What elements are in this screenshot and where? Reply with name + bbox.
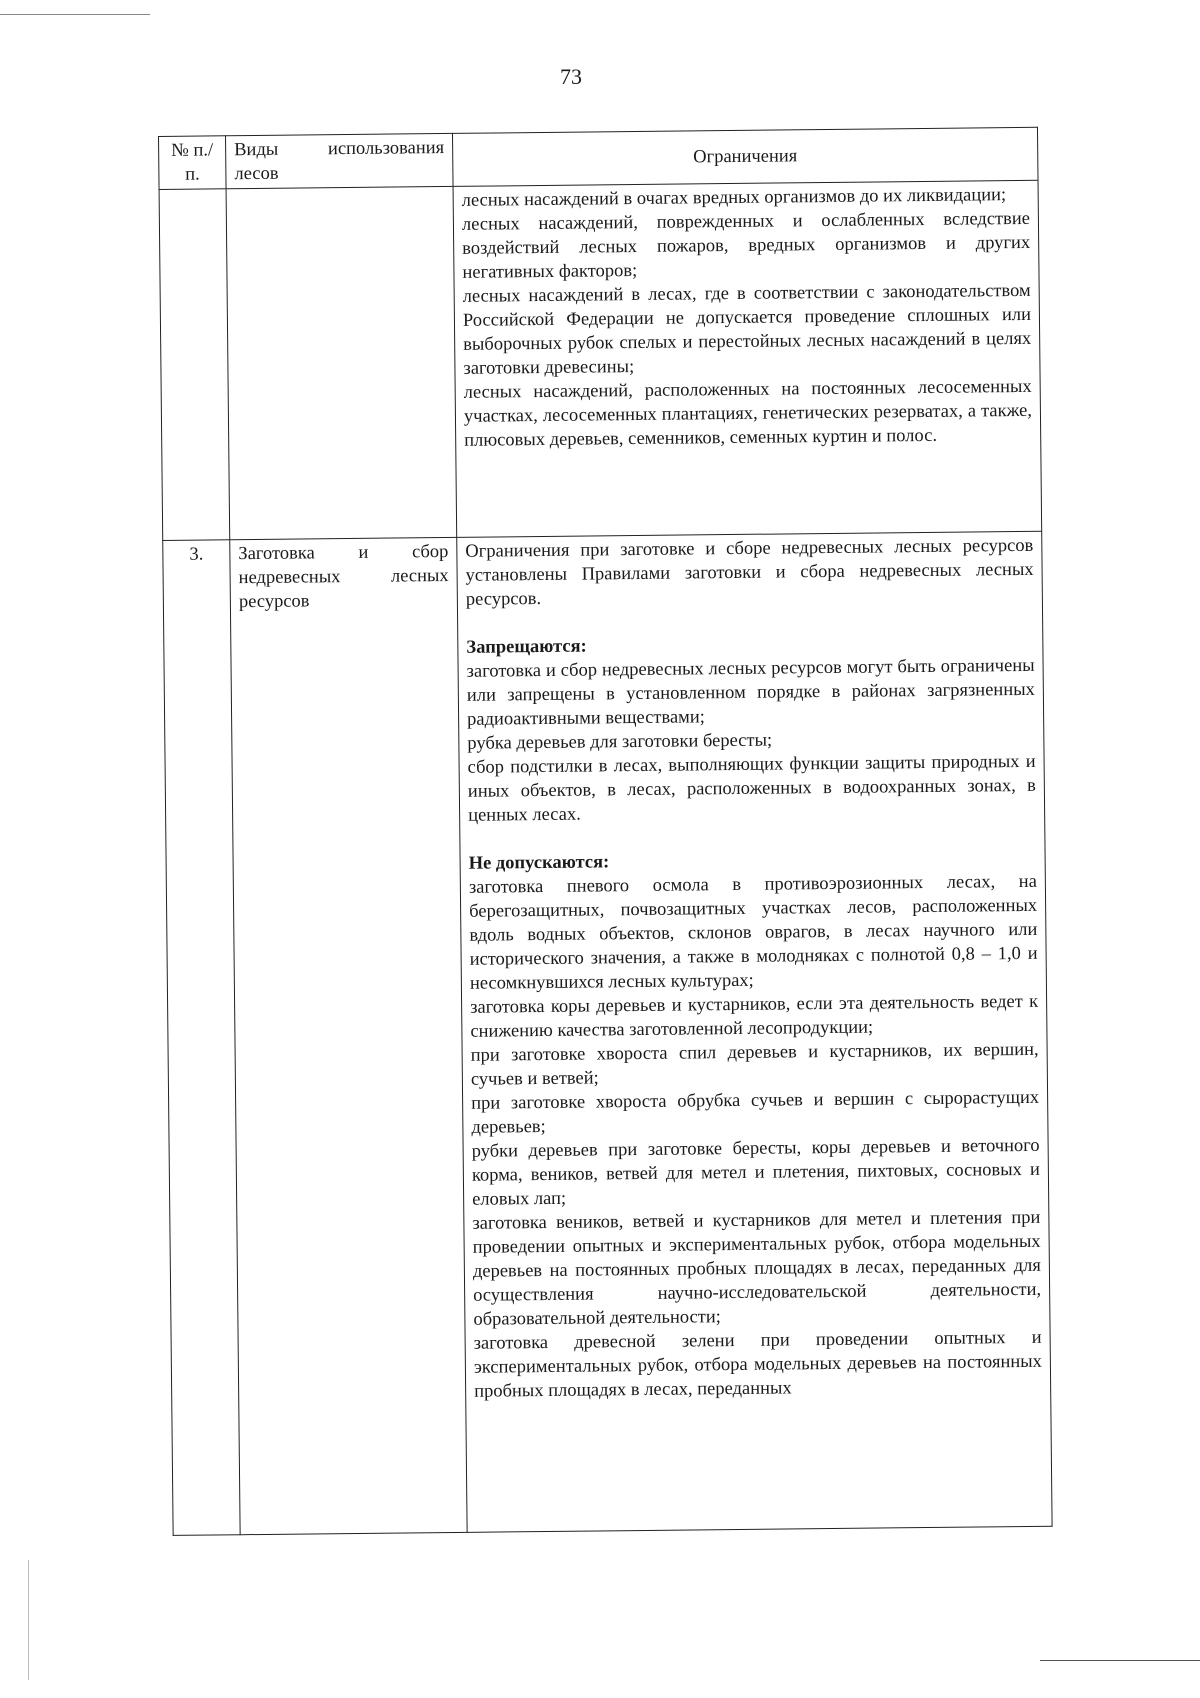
type-line: Заготовка и сбор [238,541,449,565]
type-line: недревесных лесных [238,565,449,589]
cell-type-continued [226,186,457,539]
cell-type-3 [230,537,467,1534]
cell-num-3: 3. [163,540,240,1536]
table-row-3 [163,531,1052,1535]
header-num: № п./п. [159,136,227,190]
header-type [226,133,454,188]
not-allowed-heading: Не допускаются: [468,852,610,874]
not-allowed-item: заготовка древесной зелени при проведении опытных и экспериментальных рубок, отбора модельных деревьев на постоянных пробных площадях в лесах, переданных [473,1327,1042,1402]
table-header-row [159,127,1039,189]
header-type-line2: лесов [234,163,279,185]
limit-item: лесных насаждений в лесах, где в соответствии с законодательством Российской Федерации не допускается проведение сплошных или выборочных рубок спелых и перестойных лесных насаждений в целях заготовки древесины; [462,280,1032,379]
table-row-continued [159,180,1042,540]
not-allowed-item: при заготовке хвороста обрубка сучьев и вершин с сырорастущих деревьев; [471,1087,1040,1138]
cell-limits-3 [457,531,1052,1532]
not-allowed-item: заготовка веников, ветвей и кустарников для метел и плетения при проведении опытных и экспериментальных рубок, отбора модельных деревьев на постоянных пробных площадях в лесах, переданных для осуществления научно-исследовательской деятельности, образовательной деятельности; [472,1207,1042,1330]
not-allowed-item: заготовка коры деревьев и кустарников, если эта деятельность ведет к снижению качества заготовленной лесопродукции; [470,991,1039,1042]
header-limits: Ограничения [452,127,1038,186]
limit-item: лесных насаждений, поврежденных и ослабленных вследствие воздействий лесных пожаров, вредных организмов и других негативных факторов; [461,208,1031,283]
scan-artifact-top [0,14,150,15]
header-type-line1: Виды использования [234,138,445,161]
restrictions-table [158,127,1053,1536]
prohibited-item: заготовка и сбор недревесных лесных ресурсов могут быть ограничены или запрещены в установленном порядке в районах загрязненных радиоактивными веществами; [466,655,1035,730]
prohibited-item: сбор подстилки в лесах, выполняющих функции защиты природных и иных объектов, в лесах, расположенных в водоохранных зонах, в ценных лесах. [467,751,1036,826]
not-allowed-item: рубки деревьев при заготовке бересты, коры деревьев и веточного корма, веников, ветвей для метел и плетения, пихтовых, сосновых и еловых лап; [471,1135,1040,1210]
limit-item: лесных насаждений, расположенных на постоянных лесосеменных участках, лесосеменных плантациях, генетических резерватах, а также, плюсовых деревьев, семенников, семенных куртин и полос. [463,376,1033,451]
not-allowed-item: при заготовке хвороста спил деревьев и кустарников, их вершин, сучьев и ветвей; [470,1039,1039,1090]
scan-artifact-left [28,1560,29,1680]
type-line: ресурсов [238,591,310,613]
page-number: 73 [560,64,582,89]
scan-artifact-bottom [1040,1660,1200,1661]
prohibited-item: рубка деревьев для заготовки бересты; [467,730,773,754]
not-allowed-item: заготовка пневого осмола в противоэрозионных лесах, на берегозащитных, почвозащитных участках лесов, расположенных вдоль водных объектов, склонов оврагов, в лесах научного или исторического значения, а также в молодняках с полнотой 0,8 – 1,0 и несомкнувшихся лесных культурах; [468,871,1038,994]
cell-num-continued [159,189,230,541]
intro-text: Ограничения при заготовке и сборе недревесных лесных ресурсов установлены Правилами заготовки и сбора недревесных лесных ресурсов. [465,535,1034,610]
limit-item: лесных насаждений в очагах вредных организмов до их ликвидации; [461,185,1007,211]
cell-limits-continued [453,180,1042,537]
prohibited-heading: Запрещаются: [466,636,587,658]
